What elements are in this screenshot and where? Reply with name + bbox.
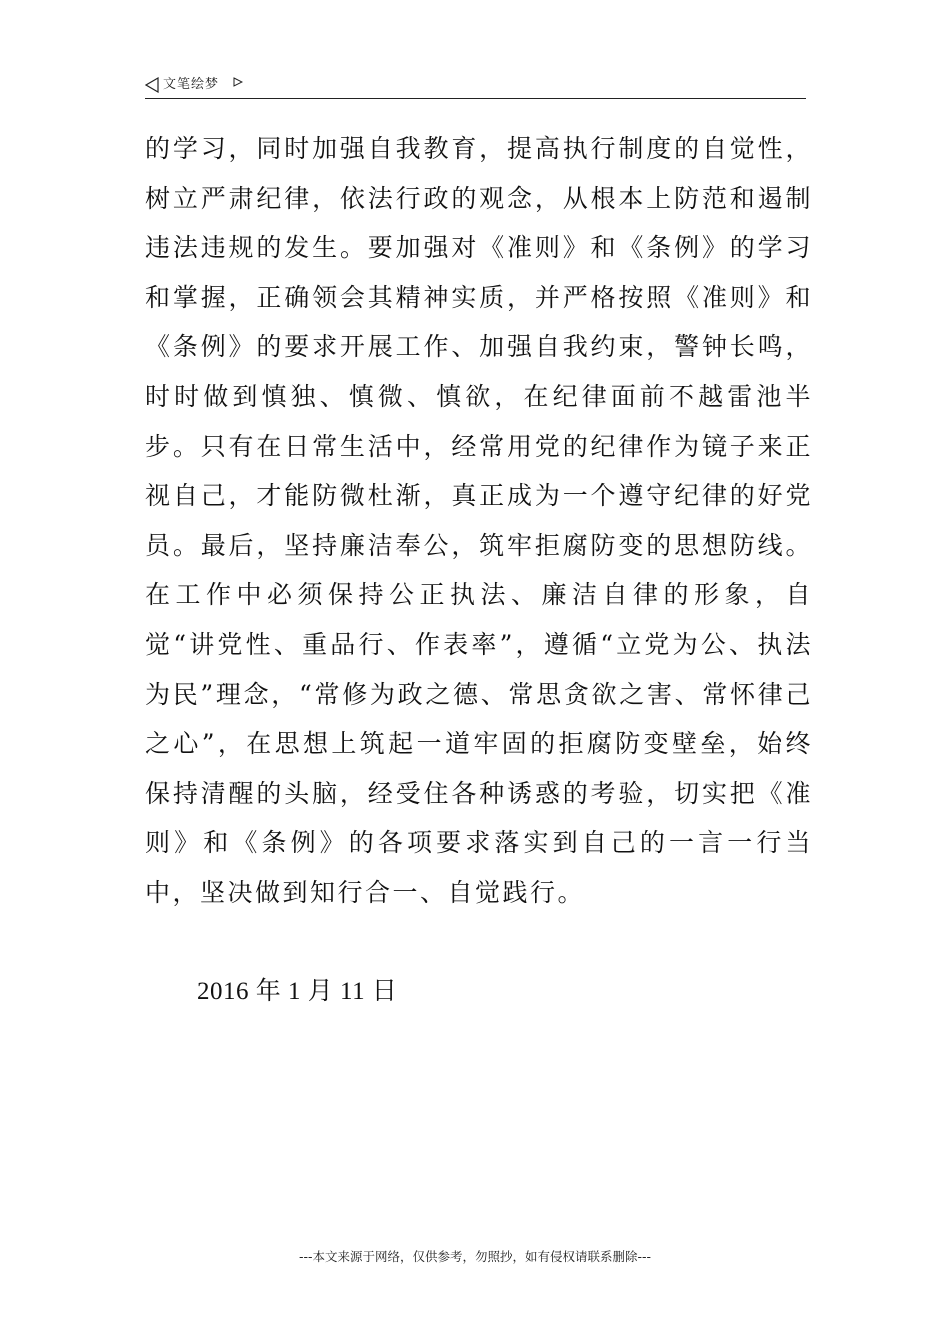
triangle-right-outline-icon <box>233 77 243 87</box>
body-paragraph: 的学习，同时加强自我教育，提高执行制度的自觉性，树立严肃纪律，依法行政的观念，从根本上防范和遏制违法违规的发生。要加强对《准则》和《条例》的学习和掌握，正确领会其精神实质，并严格按照《准则》和《条例》的要求开展工作、加强自我约束，警钟长鸣，时时做到慎独、慎微、慎欲，在纪律面前不越雷池半步。只有在日常生活中，经常用党的纪律作为镜子来正视自己，才能防微杜渐，真正成为一个遵守纪律的好党员。最后，坚持廉洁奉公，筑牢拒腐防变的思想防线。在工作中必须保持公正执法、廉洁自律的形象，自觉“讲党性、重品行、作表率”，遵循“立党为公、执法为民”理念，“常修为政之德、常思贪欲之害、常怀律己之心”，在思想上筑起一道牢固的拒腐防变壁垒，始终保持清醒的头脑，经受住各种诱惑的考验，切实把《准则》和《条例》的各项要求落实到自己的一言一行当中，坚决做到知行合一、自觉践行。 <box>145 134 813 907</box>
header-brand: 文笔绘梦 <box>163 77 220 92</box>
footer-disclaimer: ---本文来源于网络，仅供参考，勿照抄，如有侵权请联系删除--- <box>298 1249 652 1264</box>
triangle-left-outline-icon <box>145 77 159 93</box>
page-header <box>145 74 806 99</box>
document-date: 2016 年 1 月 11 日 <box>197 978 398 1005</box>
